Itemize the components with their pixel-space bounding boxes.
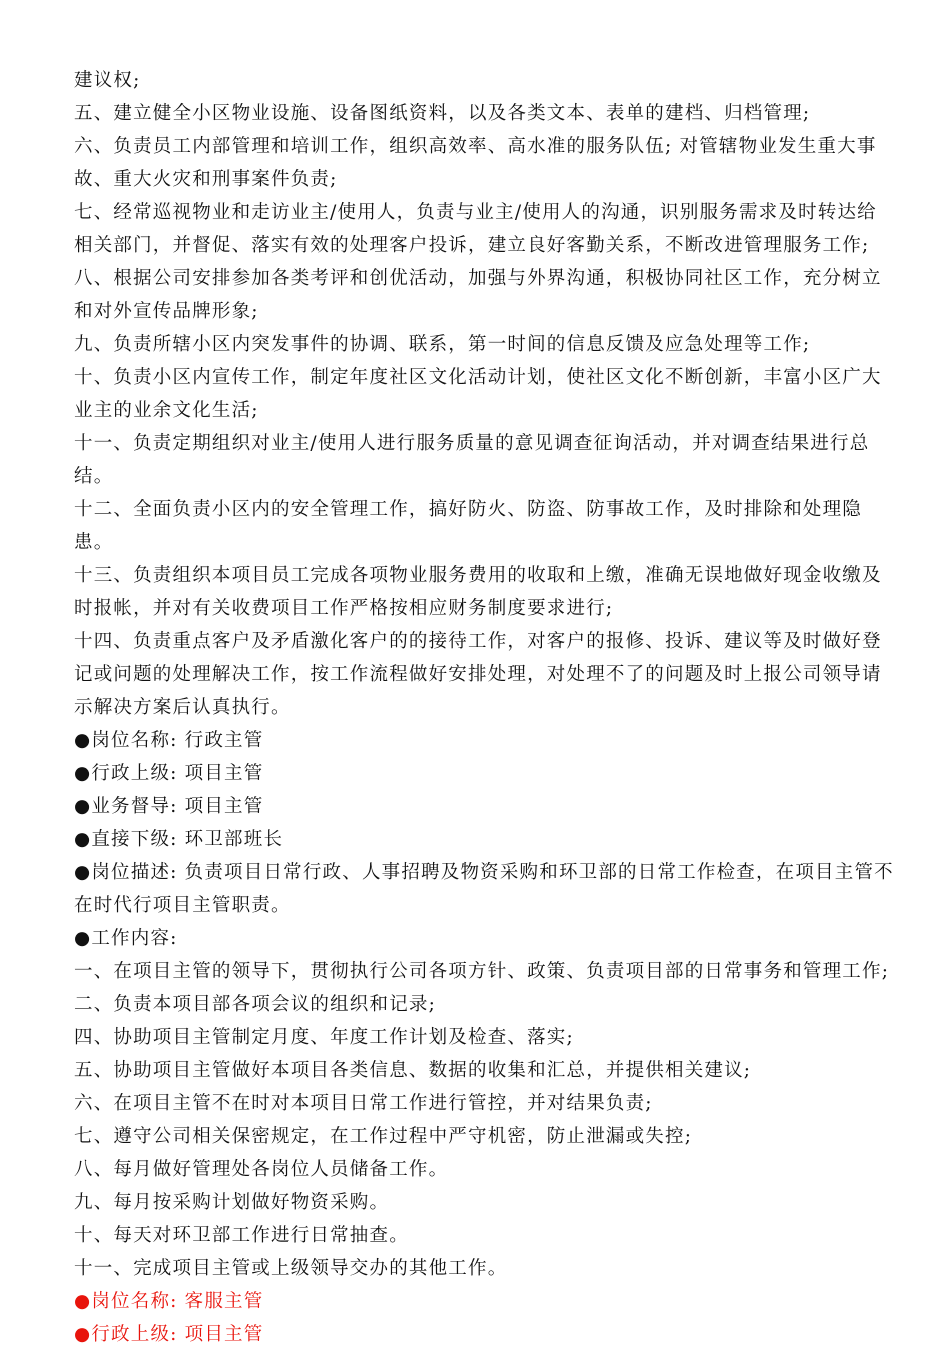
work-item: 九、每月按采购计划做好物资采购。 <box>74 1192 390 1213</box>
highlight-position-name: ●岗位名称: 客服主管 <box>74 1291 264 1312</box>
document-body <box>74 64 894 1351</box>
direct-subordinate-line: ●直接下级: 环卫部班长 <box>74 829 284 850</box>
work-item: 二、负责本项目部各项会议的组织和记录; <box>74 994 437 1015</box>
position-description-line: ●岗位描述: 负责项目日常行政、人事招聘及物资采购和环卫部的日常工作检查，在项目主管不在时代行项目主管职责。 <box>74 862 894 916</box>
work-item: 十一、完成项目主管或上级领导交办的其他工作。 <box>74 1258 508 1279</box>
work-item: 七、遵守公司相关保密规定，在工作过程中严守机密，防止泄漏或失控; <box>74 1126 693 1147</box>
highlight-section <box>74 1285 894 1351</box>
paragraph: 十四、负责重点客户及矛盾激化客户的的接待工作，对客户的报修、投诉、建议等及时做好登记或问题的处理解决工作，按工作流程做好安排处理，对处理不了的问题及时上报公司领导请示解决方案后认真执行。 <box>74 631 882 718</box>
paragraph: 十一、负责定期组织对业主/使用人进行服务质量的意见调查征询活动，并对调查结果进行总结。 <box>74 433 870 487</box>
paragraph: 十三、负责组织本项目员工完成各项物业服务费用的收取和上缴，准确无误地做好现金收缴及时报帐，并对有关收费项目工作严格按相应财务制度要求进行; <box>74 565 882 619</box>
paragraph: 九、负责所辖小区内突发事件的协调、联系，第一时间的信息反馈及应急处理等工作; <box>74 334 811 355</box>
paragraph: 十二、全面负责小区内的安全管理工作，搞好防火、防盗、防事故工作，及时排除和处理隐患。 <box>74 499 863 553</box>
work-content-heading: ●工作内容: <box>74 928 178 949</box>
paragraph: 五、建立健全小区物业设施、设备图纸资料，以及各类文本、表单的建档、归档管理; <box>74 103 811 124</box>
paragraph: 十、负责小区内宣传工作，制定年度社区文化活动计划，使社区文化不断创新，丰富小区广大业主的业余文化生活; <box>74 367 882 421</box>
work-item: 八、每月做好管理处各岗位人员储备工作。 <box>74 1159 449 1180</box>
work-item: 四、协助项目主管制定月度、年度工作计划及检查、落实; <box>74 1027 574 1048</box>
work-item: 一、在项目主管的领导下，贯彻执行公司各项方针、政策、负责项目部的日常事务和管理工作; <box>74 961 890 982</box>
work-item: 十、每天对环卫部工作进行日常抽查。 <box>74 1225 409 1246</box>
admin-superior-line: ●行政上级: 项目主管 <box>74 763 264 784</box>
paragraph: 建议权; <box>74 70 141 91</box>
intro-section <box>74 64 894 724</box>
paragraph: 六、负责员工内部管理和培训工作，组织高效率、高水准的服务队伍; 对管辖物业发生重大事故、重大火灾和刑事案件负责; <box>74 136 877 190</box>
highlight-admin-superior: ●行政上级: 项目主管 <box>74 1324 264 1345</box>
work-items-section <box>74 955 894 1285</box>
position-name-line: ●岗位名称: 行政主管 <box>74 730 264 751</box>
work-item: 五、协助项目主管做好本项目各类信息、数据的收集和汇总，并提供相关建议; <box>74 1060 752 1081</box>
paragraph: 七、经常巡视物业和走访业主/使用人，负责与业主/使用人的沟通，识别服务需求及时转达给相关部门，并督促、落实有效的处理客户投诉，建立良好客勤关系，不断改进管理服务工作; <box>74 202 877 256</box>
position-info-section <box>74 724 894 955</box>
paragraph: 八、根据公司安排参加各类考评和创优活动，加强与外界沟通，积极协同社区工作，充分树立和对外宣传品牌形象; <box>74 268 882 322</box>
work-item: 六、在项目主管不在时对本项目日常工作进行管控，并对结果负责; <box>74 1093 653 1114</box>
business-supervisor-line: ●业务督导: 项目主管 <box>74 796 264 817</box>
